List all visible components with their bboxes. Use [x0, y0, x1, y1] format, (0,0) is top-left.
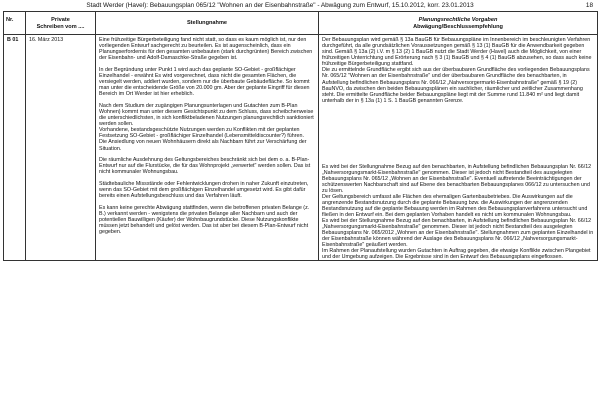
vorgaben-paragraph: Im Rahmen der Planaufstellung wurden Gutachten in Auftrag gegeben, die etwaige Konflikte zwischen Plangebiet und der Umgebung aufzeigen. Die Ergebnisse sind in den Entwurf des Bebauungsplans eingeflossen. [322, 248, 591, 261]
header-private: Private Schreiben vom .... [26, 12, 96, 35]
stellungnahme-paragraph: Es kann keine gerechte Abwägung stattfinden, wenn die betroffenen privaten Belange (z. B.) verkannt werden - wenigstens die privaten Belange aller Nachbarn und auch der potentiellen Bauwilligen (Käufer) der Wohnbaugrundstücke. Diese Nutzungskonflikte müssen jetzt behandelt und gelöst werden. Das ist aber bei diesem B-Plan-Entwurf nicht gegeben. [99, 205, 310, 236]
stellungnahme-paragraph: Nach dem Studium der zugängigen Planungsunterlagen und Gutachten zum B-Plan Wohnen) kommt man unter diesem Gesichtspunkt zu dem Schluss, dass scheibchenweise die unterschiedlichsten, in sich konfliktbeladenen Nutzungen planungsrechtlich sanktioniert werden sollen. [99, 103, 314, 128]
stellungnahme-paragraph: Vorhandene, bestandsgeschützte Nutzungen werden zu Konflikten mit der geplanten Festsetzung SO-Gebiet - großflächiger Einzelhandel (Lebensmitteldiscounter?) führen. [99, 127, 304, 140]
row-date: 16. März 2013 [26, 35, 96, 261]
header-stellungnahme: Stellungnahme [96, 12, 319, 35]
table-header-row [4, 12, 598, 35]
vorgaben-paragraph: Der Geltungsbereich umfasst alle Flächen des ehemaligen Gartenbaubetriebes. Die Auswirkungen auf die angrenzende Bestandsnutzung durch die geplante Bebauung bzw. die Auswirkungen der angrenzenden Bestandsnutzung auf die geplante Bebauung werden im Rahmen des Bebauungsplanverfahrens untersucht und fließen in den Entwurf ein. Bei dem geplanten Vorhaben handelt es nicht um kommunalen Wohnungsbau. [322, 193, 588, 218]
page-header [3, 0, 597, 11]
document-title: Stadt Werder (Havel): Bebauungsplan 065/12 "Wohnen an der Eisenbahnstraße" - Abwägung zum Entwurf, 15.10.2012, korr. 23.01.2013 [86, 2, 474, 9]
header-nr: Nr. [4, 12, 26, 35]
stellungnahme-cell [96, 35, 319, 261]
vorgaben-paragraph: Der Bebauungsplan wird gemäß § 13a BauGB für Bebauungspläne im Innenbereich im beschleunigten Verfahren durchgeführt, da alle grundsätzlichen Voraussetzungen gemäß § 13 (1) BauGB für die Anwendbarkeit gegeben sind. Gemäß § 13a (2) i.V. m § 13 (2) 1 BauGB nutzt die Stadt Werder (Havel) auch die Möglichkeit, von einer frühzeitigen Unterrichtung und Erörterung nach § 3 (1) BauGB und § 4 (1) BauGB abzusehen, so dass auch keine frühzeitige Bürgerbeteiligung stattfand. [322, 37, 592, 68]
vorgaben-paragraph: Es wird bei der Stellungnahme Bezug auf den benachbarten, in Aufstellung befindlichen Bebauungsplan Nr. 66/12 „Nahversorgungsmarkt-Eisenbahnstraße" genommen. Dieser ist jedoch nicht Bestandteil des ausgelegten Bebauungsplans Nr. 065/2012 „Wohnen an der Eisenbahnstraße". Stellungnahmen zum geplanten Einzelhandel in der Eisenbahnstraße können während der Auslage des Bebauungsplans Nr. 066/12 „Nahversorgungsmarkt-Eisenbahnstraße" geäußert werden. [322, 217, 594, 249]
vorgaben-paragraph: Es wird bei der Stellungnahme Bezug auf den benachbarten, in Aufstellung befindlichen Bebauungsplan Nr. 66/12 „Nahversorgungsmarkt-Eisenbahnstraße" genommen. Dieser ist jedoch nicht Bestandteil des ausgelegten Bebauungsplans Nr. 065/12 „Wohnen an der Eisenbahnstraße". Eventuell auftretende Beeinträchtigungen der schützenswerten Nachbarschaft sind auf Ebene des benachbarten Bebauungsplanes 066/12 zu untersuchen und zu lösen. [322, 163, 592, 194]
stellungnahme-paragraph: Die Ansiedlung von neuen Wohnhäusern direkt als Nachbarn führt zur Verschärfung der Situation. [99, 139, 307, 152]
stellungnahme-paragraph: Die räumliche Ausdehnung des Geltungsbereiches beschränkt sich bei dem o. a. B-Plan-Entwurf nur auf die Flurstücke, die für das Wohnprojekt „verwertet" werden sollen. Das ist nicht kommunaler Wohnungsbau. [99, 157, 311, 176]
vorgaben-cell [319, 35, 598, 261]
consideration-table [3, 11, 598, 261]
vorgaben-paragraph: Die zu ermittelnde Grundfläche ergibt sich aus der überbaubaren Grundfläche des vorliegenden Bebauungsplans Nr. 065/12 "Wohnen an der Eisenbahnstraße" und der überbaubaren Grundfläche des benachbarten, in Aufstellung befindlichen Bebauungsplans Nr. 066/12 „Nahversorgermarkt-Eisenbahnstraße" gemäß § 19 (2) BauNVO, da zwischen den beiden Bebauungsplänen ein sachlicher, räumlicher und zeitlicher Zusammenhang steht. Die ermittelte Grundfläche beider Bebauungspläne liegt mit der Summe rund 11.840 m² und liegt damit unterhalb der in § 13a (1) 1 S. 1 BauGB genannten Grenze. [322, 67, 590, 104]
stellungnahme-paragraph: Eine frühzeitige Bürgerbeteiligung fand nicht statt, so dass es kaum möglich ist, nur den vorliegenden Entwurf sachgerecht zu beurteilen. Es ist augenscheinlich, dass ein Planungserfordernis für den gesamten unbebauten (stark durchgrünten) Bereich zwischen der Eisenbahn- und Adolf-Damaschke-Straße gegeben ist. [99, 37, 313, 62]
page-number: 18 [585, 2, 593, 9]
spacer [322, 110, 594, 164]
stellungnahme-paragraph: Städtebauliche Missstände oder Fehlentwicklungen drohen in naher Zukunft einzutreten, wenn das SO-Gebiet mit dem großflächigen Einzelhandel umgesetzt wird. Es gibt dafür bereits einen Aufstellungsbeschluss und das Verfahren läuft. [99, 181, 309, 200]
table-row [4, 35, 598, 261]
header-vorgaben: Planungsrechtliche Vorgaben Abwägung/Beschlussempfehlung [319, 12, 598, 35]
row-nr: B 01 [4, 35, 26, 261]
stellungnahme-paragraph: In der Begründung unter Punkt 1 wird auch das geplante SO-Gebiet - großflächiger Einzelhandel - erwähnt Es wird vorgerechnet, dass nicht die gesamten Flächen, die versiegelt werden, addiert wurden, sondern nur die überbaute Gebäudefläche. So kommt man unter die entscheidende Größe von 20.000 gm. Aber der geplante Eingriff für diesen Bereich im Ort Werder ist hier erheblich. [99, 67, 310, 98]
